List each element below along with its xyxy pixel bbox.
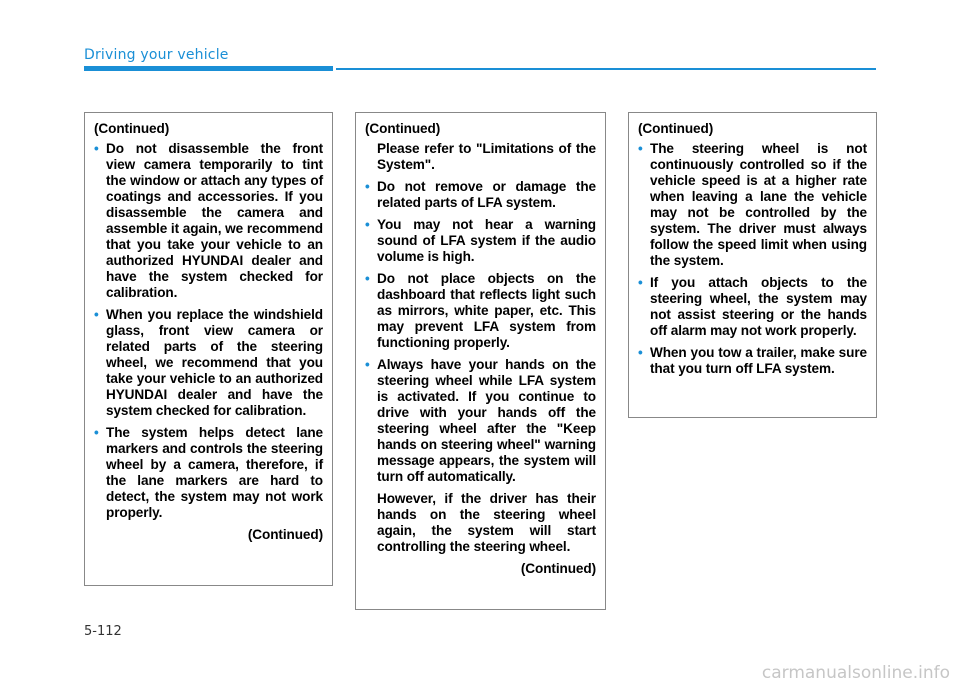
item-text: Always have your hands on the steering wheel while LFA system is activated. If you continue to drive with your hands off the steering wheel after the "Keep hands on steering wheel" warning message appears, the system will turn off automatically. bbox=[377, 357, 596, 484]
paragraph bbox=[365, 141, 596, 173]
bullet-icon: • bbox=[638, 275, 643, 290]
bullet-item bbox=[94, 425, 323, 521]
item-text: When you replace the windshield glass, front view camera or related parts of the steering wheel, we recommend that you take your vehicle to an authorized HYUNDAI dealer and have the system checked for calibration. bbox=[106, 307, 323, 418]
item-text: However, if the driver has their hands on the steering wheel again, the system will start controlling the steering wheel. bbox=[377, 491, 596, 554]
bullet-icon: • bbox=[365, 179, 370, 194]
item-text: Please refer to "Limitations of the System". bbox=[377, 141, 596, 172]
caution-box-3 bbox=[628, 112, 877, 418]
page-number: 5-112 bbox=[84, 624, 122, 639]
continued-label: (Continued) bbox=[94, 121, 170, 136]
bullet-item bbox=[94, 307, 323, 419]
header-rule-thin bbox=[336, 68, 876, 70]
item-text: Do not remove or damage the related parts of LFA system. bbox=[377, 179, 596, 210]
bullet-icon: • bbox=[94, 425, 99, 440]
continued-label: (Continued) bbox=[520, 561, 596, 576]
continued-label: (Continued) bbox=[638, 121, 714, 136]
bullet-icon: • bbox=[638, 345, 643, 360]
bullet-icon: • bbox=[638, 141, 643, 156]
watermark: carmanualsonline.info bbox=[761, 663, 950, 683]
item-text: You may not hear a warning sound of LFA system if the audio volume is high. bbox=[377, 217, 596, 264]
item-text: The system helps detect lane markers and controls the steering wheel by a camera, therefore, if the lane markers are hard to detect, the system may not work properly. bbox=[106, 425, 323, 520]
bullet-item bbox=[365, 271, 596, 351]
item-text: Do not disassemble the front view camera temporarily to tint the window or attach any types of coatings and accessories. If you disassemble the camera and assemble it again, we recommend that you take your vehicle to an authorized HYUNDAI dealer and have the system checked for calibration. bbox=[106, 141, 323, 300]
bullet-item bbox=[365, 357, 596, 485]
caution-box-2 bbox=[355, 112, 606, 610]
caution-box-1 bbox=[84, 112, 333, 586]
bullet-item bbox=[638, 275, 867, 339]
bullet-item bbox=[94, 141, 323, 301]
bullet-icon: • bbox=[365, 271, 370, 286]
bullet-icon: • bbox=[365, 357, 370, 372]
bullet-icon: • bbox=[94, 307, 99, 322]
section-title: Driving your vehicle bbox=[84, 47, 229, 63]
header-rule-thick bbox=[84, 66, 333, 71]
item-text: Do not place objects on the dashboard that reflects light such as mirrors, white paper, etc. This may prevent LFA system from functioning properly. bbox=[377, 271, 596, 350]
bullet-item bbox=[638, 141, 867, 269]
bullet-item bbox=[365, 179, 596, 211]
continued-label: (Continued) bbox=[365, 121, 441, 136]
item-text: When you tow a trailer, make sure that you turn off LFA system. bbox=[650, 345, 867, 376]
item-text: If you attach objects to the steering wheel, the system may not assist steering or the hands off alarm may not work properly. bbox=[650, 275, 867, 338]
bullet-item bbox=[365, 217, 596, 265]
paragraph bbox=[365, 491, 596, 555]
continued-label: (Continued) bbox=[247, 527, 323, 542]
bullet-icon: • bbox=[94, 141, 99, 156]
item-text: The steering wheel is not continuously controlled so if the vehicle speed is at a higher rate when leaving a lane the vehicle may not be controlled by the system. The driver must always follow the speed limit when using the system. bbox=[650, 141, 867, 268]
bullet-item bbox=[638, 345, 867, 377]
bullet-icon: • bbox=[365, 217, 370, 232]
